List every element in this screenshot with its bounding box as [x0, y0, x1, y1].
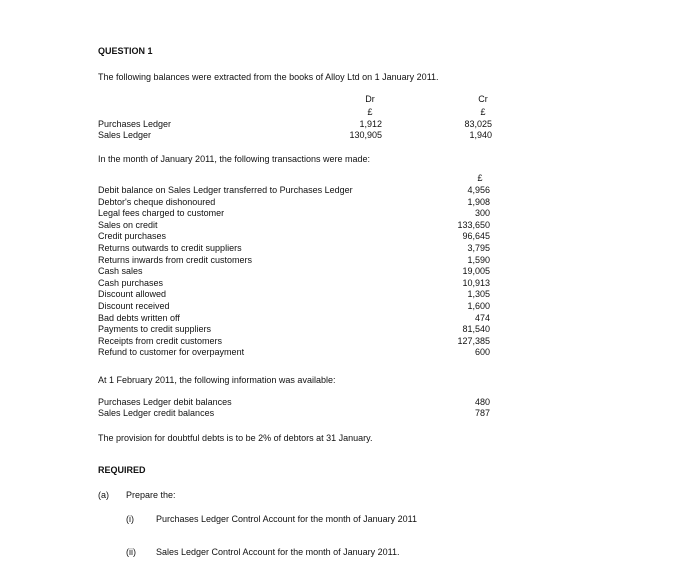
- transaction-label: Returns inwards from credit customers: [98, 254, 253, 265]
- part-a-text: Prepare the:: [126, 490, 176, 500]
- cr-header: Cr: [478, 94, 488, 104]
- feb-item-label: Sales Ledger credit balances: [98, 408, 215, 418]
- dr-header: Dr: [365, 94, 375, 104]
- transactions-currency: £: [477, 173, 483, 183]
- transaction-amount: 10,913: [462, 277, 490, 288]
- part-a-marker: (a): [98, 490, 109, 500]
- feb-item-label: Purchases Ledger debit balances: [98, 397, 232, 407]
- transaction-amount: 81,540: [462, 324, 490, 335]
- sub-item-marker: (i): [126, 514, 134, 524]
- transaction-label: Debtor's cheque dishonoured: [98, 196, 216, 207]
- transaction-label: Cash sales: [98, 266, 143, 277]
- transactions-amounts: [430, 185, 490, 359]
- transaction-amount: 1,590: [467, 254, 490, 265]
- transaction-amount: 474: [474, 312, 490, 323]
- transaction-label: Payments to credit suppliers: [98, 324, 212, 335]
- transaction-amount: 4,956: [467, 185, 490, 195]
- transaction-label: Sales on credit: [98, 219, 158, 230]
- feb-item-amount: 480: [474, 397, 490, 407]
- transaction-amount: 96,645: [462, 231, 490, 242]
- transaction-amount: 1,305: [467, 289, 490, 300]
- sub-item-text: Purchases Ledger Control Account for the month of January 2011: [156, 514, 417, 524]
- transaction-amount: 600: [474, 347, 490, 358]
- transaction-label: Discount received: [98, 300, 170, 311]
- cr-currency: £: [480, 107, 486, 117]
- opening-row-sales-cr: 1,940: [469, 130, 492, 140]
- opening-row-purchases-label: Purchases Ledger: [98, 119, 172, 129]
- transaction-amount: 19,005: [462, 266, 490, 277]
- transaction-label: Returns outwards to credit suppliers: [98, 242, 242, 253]
- question-title: QUESTION 1: [98, 46, 153, 56]
- transaction-label: Receipts from credit customers: [98, 335, 223, 346]
- transactions-intro: In the month of January 2011, the following transactions were made:: [98, 154, 370, 164]
- opening-row-sales-label: Sales Ledger: [98, 130, 152, 140]
- dr-currency: £: [367, 107, 373, 117]
- transaction-label: Discount allowed: [98, 289, 167, 300]
- transaction-label: Cash purchases: [98, 277, 164, 288]
- transaction-amount: 3,795: [467, 242, 490, 253]
- transaction-label: Legal fees charged to customer: [98, 208, 225, 219]
- required-title: REQUIRED: [98, 465, 146, 475]
- transaction-label: Refund to customer for overpayment: [98, 347, 245, 358]
- transaction-amount: 1,908: [467, 196, 490, 207]
- feb-intro: At 1 February 2011, the following information was available:: [98, 375, 336, 385]
- provision-note: The provision for doubtful debts is to be 2% of debtors at 31 January.: [98, 433, 373, 443]
- transaction-amount: 1,600: [467, 300, 490, 311]
- intro-text: The following balances were extracted from the books of Alloy Ltd on 1 January 2011.: [98, 72, 439, 82]
- transaction-amount: 127,385: [457, 335, 490, 346]
- transaction-amount: 300: [474, 208, 490, 219]
- sub-item-text: Sales Ledger Control Account for the month of January 2011.: [156, 547, 400, 557]
- opening-row-purchases-dr: 1,912: [359, 119, 382, 129]
- transaction-label: Bad debts written off: [98, 312, 180, 323]
- sub-item-marker: (ii): [126, 547, 136, 557]
- opening-row-sales-dr: 130,905: [349, 130, 382, 140]
- transaction-label: Credit purchases: [98, 231, 167, 242]
- transactions-labels: [98, 185, 398, 359]
- feb-item-amount: 787: [474, 408, 490, 418]
- transaction-label: Debit balance on Sales Ledger transferred to Purchases Ledger: [98, 185, 353, 195]
- transaction-amount: 133,650: [457, 219, 490, 230]
- opening-row-purchases-cr: 83,025: [464, 119, 492, 129]
